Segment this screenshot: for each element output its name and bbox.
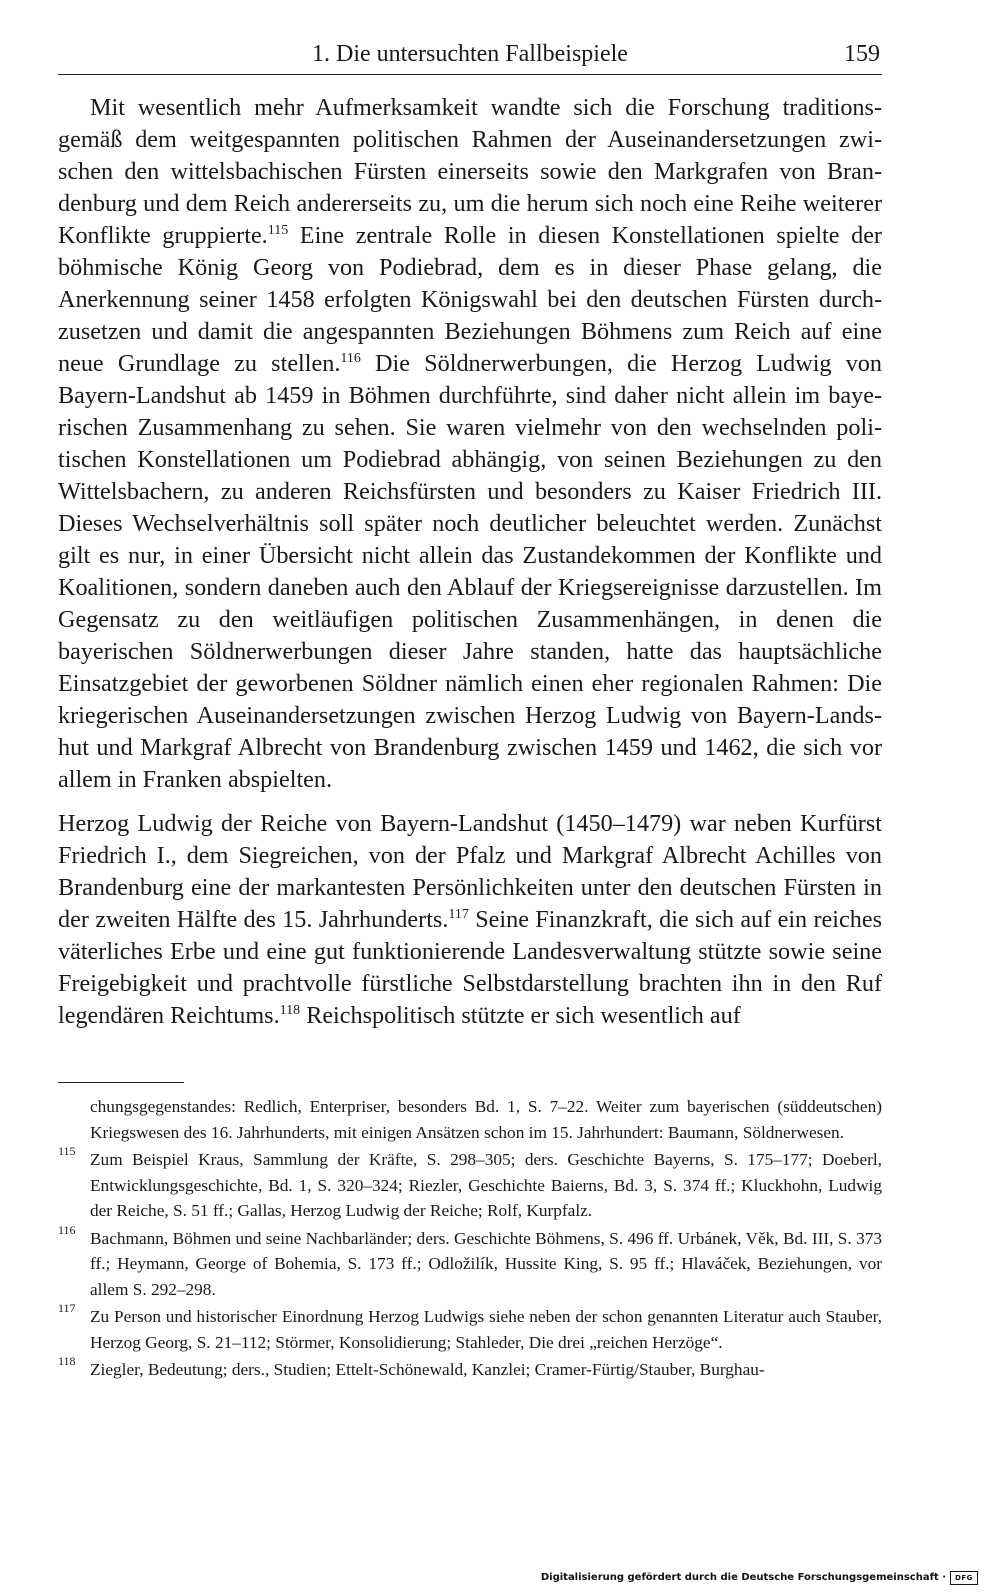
paragraph-1-text-c: Die Söldnerwerbungen, die Herzog Ludwig von Bayern-Landshut ab 1459 in Böhmen durchführte, sind daher nicht allein im bayerischen Zusammenhang zu sehen. Sie waren vielmehr von den wechselnden politischen Konstellationen um Podiebrad abhängig, von seinen Beziehungen zu den Wittelsbachern, zu anderen Reichsfürsten und besonders zu Kaiser Friedrich III. Dieses Wechselverhältnis soll später noch deutlicher beleuchtet werden. Zunächst gilt es nur, in einer Übersicht nicht allein das Zustandekommen der Konflikte und Koalitionen, sondern daneben auch den Ablauf der Kriegsereignisse darzustellen. Im Gegensatz zu den weitläufigen politischen Zusammenhängen, in denen die bayerischen Söldnerwerbungen dieser Jahre standen, hatte das hauptsächliche Einsatzgebiet der geworbenen Söldner nämlich einen eher regionalen Rahmen: Die kriegerischen Auseinandersetzungen zwischen Herzog Ludwig von Bayern-Landshut und Markgraf Albrecht von Brandenburg zwischen 1459 und 1462, die sich vor allem in Franken abspielten. [58,350,882,793]
footnote-text: Bachmann, Böhmen und seine Nachbarländer; ders. Geschichte Böhmens, S. 496 ff. Urbánek, Věk, Bd. III, S. 373 ff.; Heymann, George of Bohemia, S. 173 ff.; Odložilík, Hussite King, S. 95 ff.; Hlaváček, Beziehungen, vor allem S. 292–298. [90,1228,882,1299]
paragraph-1-text-b: Eine zentrale Rolle in diesen Konstellationen spielte der böhmische König Georg von Podiebrad, dem es in dieser Phase gelang, die Anerkennung seiner 1458 erfolgten Königswahl bei den deutschen Fürsten durchzusetzen und damit die angespannten Beziehungen Böhmens zum Reich auf eine neue Grundlage zu stellen. [58,222,882,377]
dfg-logo-icon: DFG [950,1571,978,1585]
main-text [58,92,882,1032]
footnote-ref-116[interactable]: 116 [340,351,361,366]
footnote-number: 117 [58,1301,76,1315]
footnote-number: 115 [58,1144,76,1158]
footnote-text: Zu Person und historischer Einordnung Herzog Ludwigs siehe neben der schon genannten Literatur auch Stauber, Herzog Georg, S. 21–112; Störmer, Konsolidierung; Stahleder, Die drei „reichen Herzöge“. [90,1307,882,1352]
footnote-number: 118 [58,1354,76,1368]
footnote-continued [58,1094,882,1145]
footnote-116 [58,1222,882,1303]
footnote-117 [58,1301,882,1355]
credit-text: Digitalisierung gefördert durch die Deutsche Forschungsgemeinschaft · [540,1572,946,1583]
paragraph-2-text-a: Herzog Ludwig der Reiche von Bayern-Landshut (1450–1479) war neben Kurfürst Friedrich I., dem Siegreichen, von der Pfalz und Markgraf Albrecht Achilles von Brandenburg eine der markantesten Persönlichkeiten unter den deutschen Fürsten in der zweiten Hälfte des 15. Jahrhunderts. [58,810,882,933]
page-number: 159 [844,41,880,67]
paragraph-1-text-a: Mit wesentlich mehr Aufmerksamkeit wandte sich die Forschung traditionsgemäß dem weitgespannten politischen Rahmen der Auseinandersetzungen zwischen den wittelsbachischen Fürsten einerseits sowie den Markgrafen von Brandenburg und dem Reich andererseits zu, um die herum sich noch eine Reihe weiterer Konflikte gruppierte. [58,94,882,249]
paragraph-2-text-c: Reichspolitisch stützte er sich wesentlich auf [300,1002,741,1029]
footnote-text: Ziegler, Bedeutung; ders., Studien; Ettelt-Schönewald, Kanzlei; Cramer-Fürtig/Stauber, Burghau- [90,1360,765,1379]
footnote-separator [58,1082,184,1083]
footnote-text: chungsgegenstandes: Redlich, Enterpriser, besonders Bd. 1, S. 7–22. Weiter zum bayerischen (süddeutschen) Kriegswesen des 16. Jahrhunderts, mit einigen Ansätzen schon im 15. Jahrhundert: Baumann, Söldnerwesen. [90,1097,882,1142]
footnote-115 [58,1144,882,1224]
running-head: 1. Die untersuchten Fallbeispiele [312,41,628,67]
digitization-credit [541,1571,978,1585]
paragraph-2 [58,808,882,1032]
page-header [58,38,882,75]
footnote-ref-115[interactable]: 115 [267,223,289,238]
paragraph-2-text-b: Seine Finanzkraft, die sich auf ein reiches väterliches Erbe und eine gut funktionierende Landesverwaltung stützte sowie seine Freigebigkeit und prachtvolle fürstliche Selbstdarstellung brachten ihn in den Ruf legendären Reichtums. [58,906,882,1029]
footnote-118 [58,1354,882,1383]
footnote-ref-117[interactable]: 117 [448,907,469,922]
footnotes [58,1094,882,1383]
paragraph-1 [58,92,882,796]
footnote-number: 116 [58,1222,76,1237]
footnote-text: Zum Beispiel Kraus, Sammlung der Kräfte, S. 298–305; ders. Geschichte Bayerns, S. 175–177; Doeberl, Entwicklungsgeschichte, Bd. 1, S. 320–324; Riezler, Geschichte Baierns, Bd. 3, S. 374 ff.; Kluckhohn, Ludwig der Reiche, S. 51 ff.; Gallas, Herzog Ludwig der Reiche; Rolf, Kurpfalz. [90,1150,882,1220]
footnote-ref-118[interactable]: 118 [279,1003,301,1018]
